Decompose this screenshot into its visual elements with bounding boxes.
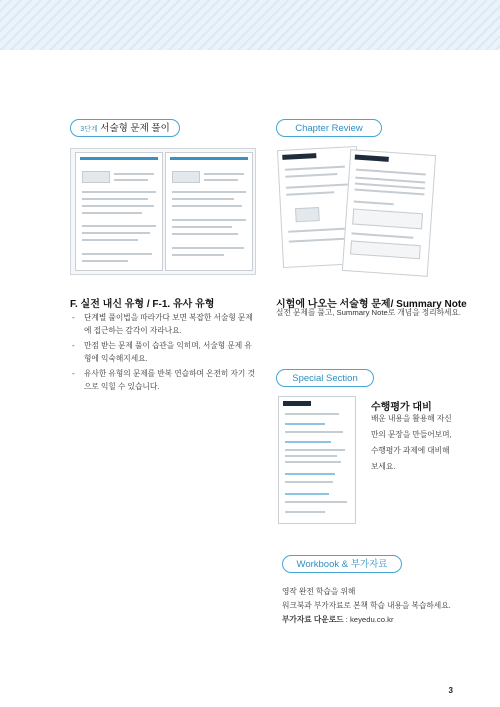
special-text: 배운 내용을 활용해 자신만의 문장을 만들어보며, 수행평가 과제에 대비해 보세요. (371, 414, 452, 471)
section-label-stage3 (70, 119, 180, 137)
special-heading: 수행평가 대비 (371, 402, 432, 413)
summary-text: 실전 문제를 풀고, Summary Note로 개념을 정리하세요. (276, 308, 462, 317)
thumbnail-right-page (165, 152, 253, 271)
left-bullet-list (70, 311, 256, 393)
bullet-item: - 만점 받는 문제 풀이 습관을 익히며, 서술형 문제 유형에 익숙해지세요. (70, 339, 256, 365)
workbook-download-line (282, 613, 472, 627)
download-url: : keyedu.co.kr (343, 615, 394, 624)
chapter-review-thumbnail (276, 140, 456, 280)
download-label: 부가자료 다운로드 (282, 615, 344, 624)
section-label-special-section: Special Section (276, 369, 374, 387)
bullet-item: - 단계별 풀이법을 따라가다 보면 복잡한 서술형 문제에 접근하는 감각이 자라나요. (70, 311, 256, 337)
summary-heading: 시험에 나오는 서술형 문제/ Summary Note (276, 299, 467, 310)
special-section-thumbnail (278, 396, 356, 524)
stage-step-text: 3단계 (80, 126, 98, 133)
section-label-chapter-review: Chapter Review (276, 119, 382, 137)
thumbnail-left-page (75, 152, 163, 271)
left-heading: F. 실전 내신 유형 / F-1. 유사 유형 (70, 299, 215, 310)
stage3-spread-thumbnail (70, 148, 256, 275)
left-bullet-list-container (70, 311, 256, 395)
workbook-line2: 워크북과 부가자료로 본책 학습 내용을 복습하세요. (282, 601, 451, 610)
header-pattern-band (0, 0, 500, 50)
workbook-text (282, 585, 472, 627)
chapter-review-front-page (342, 149, 436, 277)
workbook-line1: 영작 완전 학습을 위해 (282, 587, 356, 596)
section-label-workbook: Workbook & 부가자료 (282, 555, 402, 573)
bullet-item: - 유사한 유형의 문제를 반복 연습하며 온전히 자기 것으로 익힐 수 있습니다. (70, 367, 256, 393)
stage-title-text: 서술형 문제 풀이 (100, 123, 170, 134)
page-number: 3 (448, 686, 453, 695)
